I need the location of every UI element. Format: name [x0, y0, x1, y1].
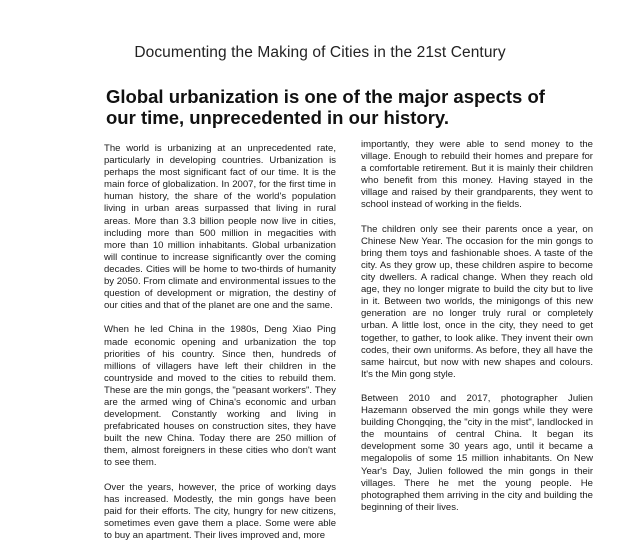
paragraph: importantly, they were able to send money to the village. Enough to rebuild their homes and prepare for a comfortable retirement. But it is mainly their children who benefit from this money. Having stayed in the village and raised by their grandparents, they went to school instead of working in the fields.: [361, 139, 593, 211]
left-text-column: [104, 143, 336, 554]
paragraph: Over the years, however, the price of working days has increased. Modestly, the min gongs have been paid for their efforts. The city, hungry for new citizens, sometimes even gave them a place. Some were able to buy an apartment. Their lives improved and, more: [104, 481, 336, 541]
right-text-column: [361, 139, 593, 526]
paragraph: Between 2010 and 2017, photographer Julien Hazemann observed the min gongs while they were building Chongqing, the "city in the mist", landlocked in the mountains of central China. It began its development some 30 years ago, until it became a megalopolis of some 15 million inhabitants. On New Year's Day, Julien followed the min gongs in their villages. There he met the young people. He photographed them arriving in the city and building the beginning of their lives.: [361, 392, 593, 513]
paragraph: The world is urbanizing at an unprecedented rate, particularly in developing countries. Urbanization is perhaps the most significant fact of our time. It is the main force of globalization. In 2007, for the first time in human history, the share of the world's population living in urban areas surpassed that living in rural areas. More than 3.3 billion people now live in cities, including more than 500 million in megacities with more than 10 million inhabitants. Global urbanization will continue to increase significantly over the coming decades. Cities will be home to two-thirds of humanity by 2050. From climate and environmental issues to the question of development or migration, the destiny of our cities and that of the planet are one and the same.: [104, 143, 336, 312]
paragraph: When he led China in the 1980s, Deng Xiao Ping made economic opening and urbanization the top priorities of his country. Since then, hundreds of millions of villagers have left their children in the countryside and moved to the cities to rebuild them. These are the min gongs, the "peasant workers". They are the armed wing of China's economic and urban development. Constantly working and living in prefabricated houses on construction sites, they have built the new China. Today there are 250 million of them, almost foreigners in these cities who don't want to see them.: [104, 324, 336, 469]
page-header-title: Documenting the Making of Cities in the 21st Century: [134, 44, 506, 61]
paragraph: The children only see their parents once a year, on Chinese New Year. The occasion for the min gongs to bring them toys and fashionable shoes. A taste of the city. As they grow up, these children aspire to become city dwellers. A radical change. When they reach old age, they no longer migrate to build the city but to live in it. Between two worlds, the minigongs of this new generation are no longer truly rural or completely urban. A little lost, once in the city, they need to get together, to gather, to look alike. They invent their own codes, their own uniforms. As before, they all have the same haircut, but now with new shapes and colours. It's the Min gong style.: [361, 223, 593, 380]
article-headline: Global urbanization is one of the major aspects of our time, unprecedented in our history.: [106, 86, 545, 128]
